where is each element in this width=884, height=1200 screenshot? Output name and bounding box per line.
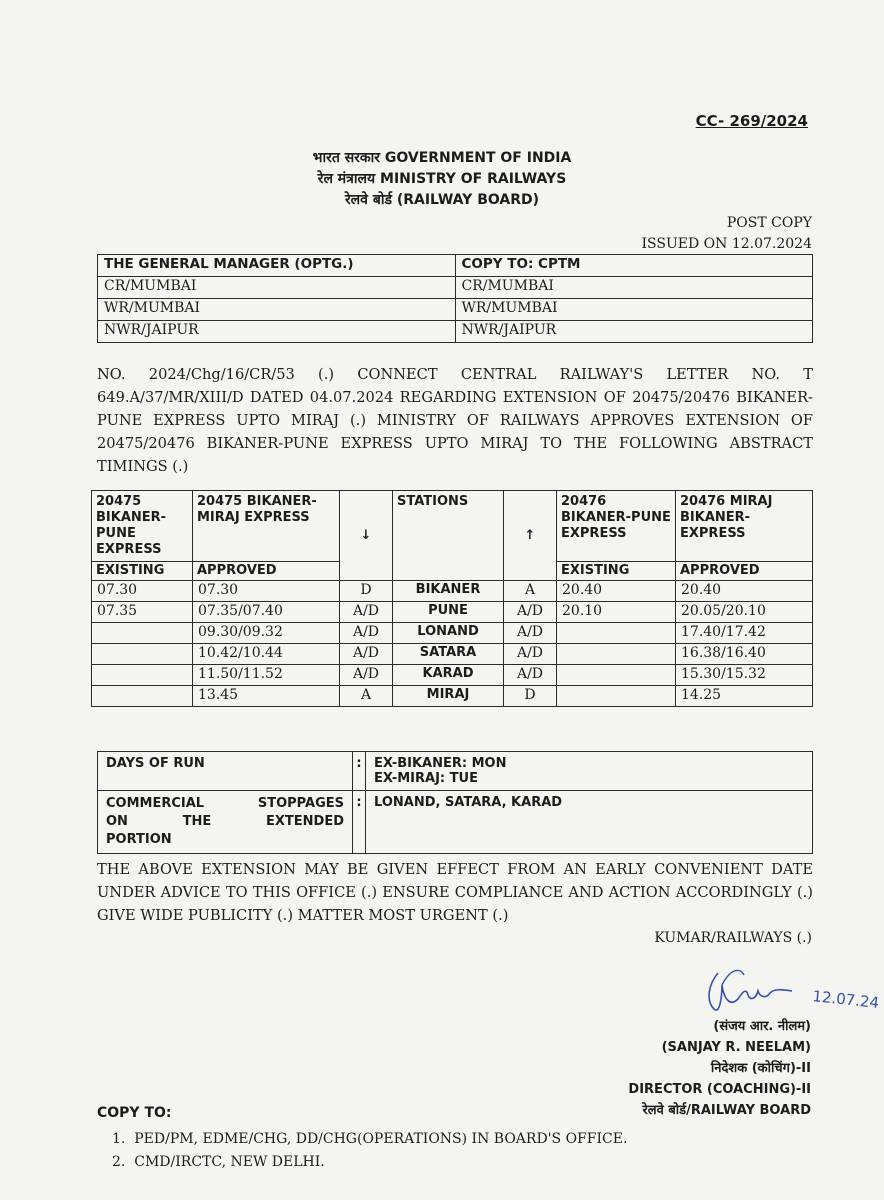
issued-on-date: ISSUED ON 12.07.2024 [641, 236, 812, 252]
timing-row [92, 665, 813, 686]
down-approved-cell: 13.45 [193, 686, 340, 707]
down-existing-cell [92, 686, 193, 707]
signatory-designation-hindi: निदेशक (कोचिंग)-II [710, 1061, 811, 1076]
letterhead-government: भारत सरकार GOVERNMENT OF INDIA [312, 150, 572, 166]
up-existing-cell [557, 644, 676, 665]
post-copy-label: POST COPY [726, 215, 812, 231]
sign-off-text: KUMAR/RAILWAYS (.) [654, 930, 812, 946]
down-arr-dep-cell: A/D [340, 644, 393, 665]
addressee-cell: NWR/JAIPUR [98, 321, 456, 343]
down-arr-dep-cell: A [340, 686, 393, 707]
copy-cell: WR/MUMBAI [455, 299, 813, 321]
address-row [98, 321, 813, 343]
up-existing-cell [557, 665, 676, 686]
stoppages-value: LONAND, SATARA, KARAD [366, 791, 813, 854]
timing-header-row [92, 491, 813, 562]
down-approved-cell: 10.42/10.44 [193, 644, 340, 665]
col-down-approved-header: 20475 BIKANER-MIRAJ EXPRESS [193, 491, 340, 562]
down-existing-cell [92, 644, 193, 665]
signatory-office: रेलवे बोर्ड/RAILWAY BOARD [642, 1103, 811, 1118]
timing-row [92, 581, 813, 602]
down-arr-dep-cell: A/D [340, 665, 393, 686]
address-table [97, 254, 813, 343]
copy-cell: NWR/JAIPUR [455, 321, 813, 343]
up-arr-dep-cell: A [504, 581, 557, 602]
down-approved-subheader: APPROVED [193, 562, 340, 581]
timing-table [91, 490, 813, 707]
copy-to-item: 2. CMD/IRCTC, NEW DELHI. [112, 1154, 325, 1170]
address-row [98, 299, 813, 321]
down-approved-cell: 11.50/11.52 [193, 665, 340, 686]
timing-row [92, 644, 813, 665]
letterhead-ministry: रेल मंत्रालय MINISTRY OF RAILWAYS [317, 171, 567, 187]
station-cell: LONAND [393, 623, 504, 644]
down-arr-dep-cell: D [340, 581, 393, 602]
col-down-existing-header: 20475 BIKANER-PUNE EXPRESS [92, 491, 193, 562]
days-of-run-ex-bikaner: EX-BIKANER: MON [374, 756, 507, 771]
station-cell: KARAD [393, 665, 504, 686]
up-arr-dep-cell: A/D [504, 623, 557, 644]
col-up-approved-header: 20476 MIRAJ BIKANER-EXPRESS [676, 491, 813, 562]
up-approved-subheader: APPROVED [676, 562, 813, 581]
up-arr-dep-cell: D [504, 686, 557, 707]
station-cell: MIRAJ [393, 686, 504, 707]
up-approved-cell: 17.40/17.42 [676, 623, 813, 644]
col-stations-header: STATIONS [393, 491, 504, 581]
days-of-run-value [366, 752, 813, 791]
addressee-cell: CR/MUMBAI [98, 277, 456, 299]
up-approved-cell: 20.05/20.10 [676, 602, 813, 623]
days-of-run-ex-miraj: EX-MIRAJ: TUE [374, 771, 478, 786]
down-approved-cell: 07.30 [193, 581, 340, 602]
signatory-name-english: (SANJAY R. NEELAM) [661, 1040, 811, 1055]
letterhead [0, 148, 884, 211]
signatory-name-hindi: (संजय आर. नीलम) [713, 1019, 811, 1034]
station-cell: BIKANER [393, 581, 504, 602]
timing-row [92, 686, 813, 707]
down-existing-subheader: EXISTING [92, 562, 193, 581]
reference-number: CC- 269/2024 [695, 112, 808, 130]
stoppages-label [98, 791, 353, 854]
up-approved-cell: 14.25 [676, 686, 813, 707]
signature-block [628, 1016, 811, 1121]
colon-separator: : [353, 752, 366, 791]
addressee-cell: WR/MUMBAI [98, 299, 456, 321]
down-existing-cell: 07.30 [92, 581, 193, 602]
copy-cell: CR/MUMBAI [455, 277, 813, 299]
days-of-run-row [98, 752, 813, 791]
copy-to-header: COPY TO: CPTM [455, 255, 813, 277]
run-details-table [97, 751, 813, 854]
down-existing-cell: 07.35 [92, 602, 193, 623]
up-arr-dep-cell: A/D [504, 602, 557, 623]
col-up-existing-header: 20476 BIKANER-PUNE EXPRESS [557, 491, 676, 562]
copy-to-list [112, 1128, 627, 1174]
down-arr-dep-cell: A/D [340, 602, 393, 623]
station-cell: SATARA [393, 644, 504, 665]
up-approved-cell: 20.40 [676, 581, 813, 602]
down-approved-cell: 07.35/07.40 [193, 602, 340, 623]
stoppages-label-line: ON THE EXTENDED [106, 814, 344, 829]
stoppages-row [98, 791, 813, 854]
signatory-designation-english: DIRECTOR (COACHING)-II [628, 1082, 811, 1097]
stoppages-label-line: PORTION [106, 832, 172, 847]
down-approved-cell: 09.30/09.32 [193, 623, 340, 644]
address-header-row [98, 255, 813, 277]
stoppages-label-line: COMMERCIAL STOPPAGES [106, 796, 344, 811]
up-existing-cell: 20.40 [557, 581, 676, 602]
station-cell: PUNE [393, 602, 504, 623]
copy-to-item: 1. PED/PM, EDME/CHG, DD/CHG(OPERATIONS) IN BOARD'S OFFICE. [112, 1131, 628, 1147]
colon-separator: : [353, 791, 366, 854]
timing-row [92, 623, 813, 644]
up-approved-cell: 15.30/15.32 [676, 665, 813, 686]
up-arr-dep-cell: A/D [504, 665, 557, 686]
body-paragraph: NO. 2024/Chg/16/CR/53 (.) CONNECT CENTRAL RAILWAY'S LETTER NO. T 649.A/37/MR/XIII/D DATED 04.07.2024 REGARDING EXTENSION OF 20475/20476 BIKANER-PUNE EXPRESS UPTO MIRAJ (.) MINISTRY OF RAILWAYS APPROVES EXTENSION OF 20475/20476 BIKANER-PUNE EXPRESS UPTO MIRAJ TO THE FOLLOWING ABSTRACT TIMINGS (.) [97, 366, 813, 475]
handwritten-date: 12.07.24 [811, 987, 880, 1012]
up-existing-cell [557, 686, 676, 707]
closing-paragraph: THE ABOVE EXTENSION MAY BE GIVEN EFFECT FROM AN EARLY CONVENIENT DATE UNDER ADVICE TO THIS OFFICE (.) ENSURE COMPLIANCE AND ACTION ACCORDINGLY (.) GIVE WIDE PUBLICITY (.) MATTER MOST URGENT (.) [97, 861, 813, 924]
timing-table-body [92, 581, 813, 707]
copy-to-label: COPY TO: [97, 1105, 172, 1121]
up-existing-cell [557, 623, 676, 644]
down-existing-cell [92, 623, 193, 644]
days-of-run-label: DAYS OF RUN [98, 752, 353, 791]
down-arr-dep-cell: A/D [340, 623, 393, 644]
letterhead-board: रेलवे बोर्ड (RAILWAY BOARD) [344, 192, 540, 208]
up-arr-dep-cell: A/D [504, 644, 557, 665]
down-arrow-icon: ↓ [340, 491, 393, 581]
timing-row [92, 602, 813, 623]
up-existing-subheader: EXISTING [557, 562, 676, 581]
up-arrow-icon: ↑ [504, 491, 557, 581]
addressee-header: THE GENERAL MANAGER (OPTG.) [98, 255, 456, 277]
down-existing-cell [92, 665, 193, 686]
up-existing-cell: 20.10 [557, 602, 676, 623]
address-row [98, 277, 813, 299]
up-approved-cell: 16.38/16.40 [676, 644, 813, 665]
